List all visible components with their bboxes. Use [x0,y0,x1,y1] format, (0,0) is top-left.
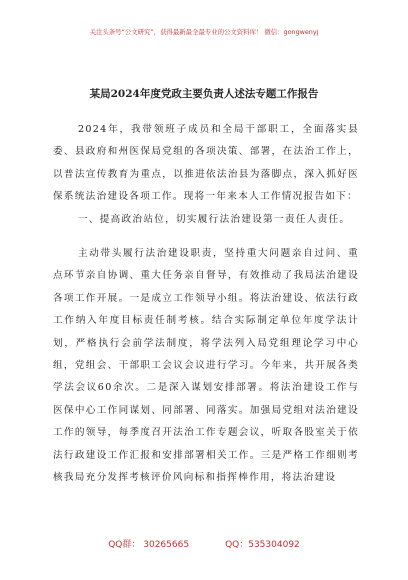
qq-group-text: QQ群： 30265665 [108,540,190,550]
document-title: 某局2024年度党政主要负责人述法专题工作报告 [89,88,319,100]
paragraph-section-heading: 一、提高政治站位，切实履行法治建设第一责任人责任。 [77,213,351,225]
qq-contact-text: QQ：535304092 [225,540,300,550]
paragraph-section-body: 主动带头履行法治建设职责，坚持重大问题亲自过问、重点环节亲自协调、重大任务亲自督导，有效推动了我局法治建设各项工作开展。一是成立工作领导小组。将法治建设、依法行政工作纳入年度目标责任制考核。结合实际制定单位年度学法计划，严格执行会前学法制度，将学法列入局党组理论学习中心组，党组会、干部职工会议会议进行学习。今年来，共开展各类学法会议60余次。二是深入谋划安排部署。将法治建设工作与医保中心工作同谋划、同部署、同落实。加强局党组对法治建设工作的领导，每季度召开法治工作专题会议，听取各股室关于依法行政建设工作汇报和安排部署相关工作。三是严格工作细则考核我局充分发挥考核评价风向标和指挥棒作用，将法治建设 [53,248,359,484]
top-banner: 关注头条号“公文研究”，获得最新最全最专业的公文资料库！ 微信：gongwenyj [89,28,319,36]
bottom-footer [0,537,408,550]
paragraph-intro: 2024年，我带领班子成员和全局干部职工，全面落实县委、县政府和州医保局党组的各项决策、部署，在法治工作上，以普法宣传教育为重点，以推进依法治县为落脚点，深入抓好医保系统法治建设各项工作。现将一年来本人工作情况报告如下： [53,124,359,203]
document-body [53,119,359,490]
